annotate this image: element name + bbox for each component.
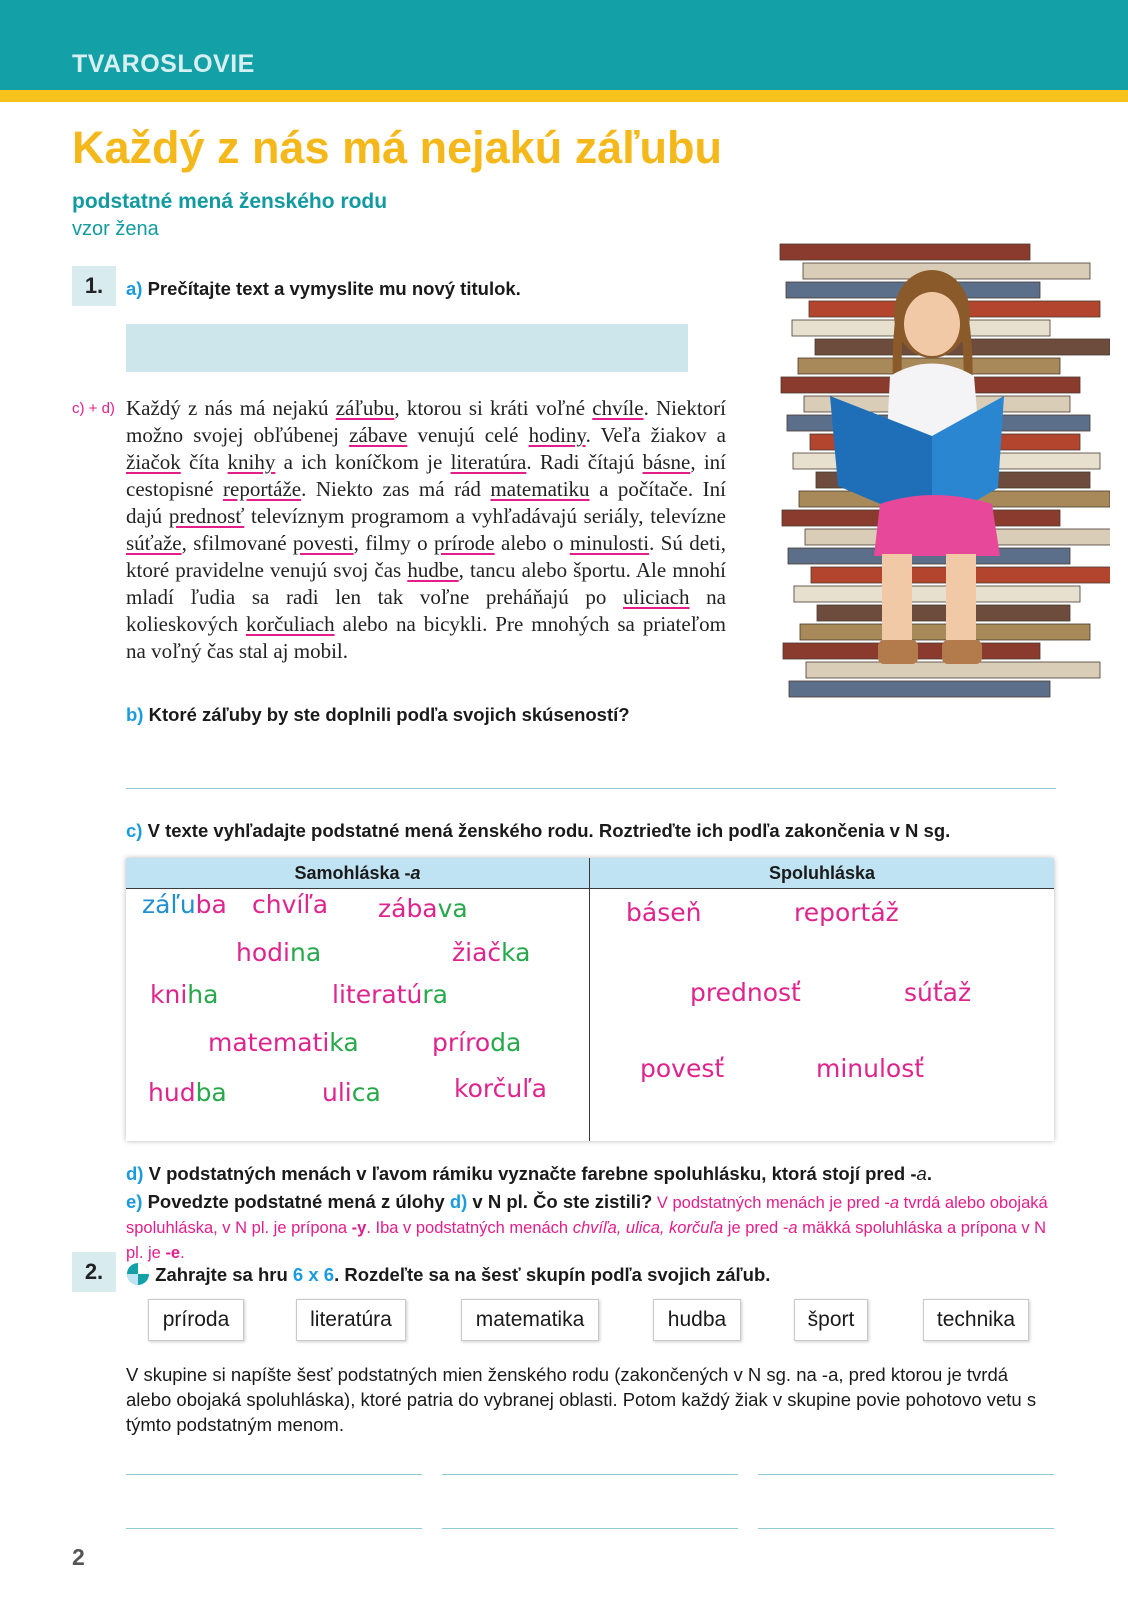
underlined-noun: prednosť [168,504,245,528]
e-answer-s2: a [889,1194,900,1212]
task-1b-instruction [126,704,630,726]
subtitle-pattern: vzor žena [72,218,159,240]
underlined-noun: žiačok [126,450,181,474]
task-2-text-1: Zahrajte sa hru [155,1264,293,1285]
task-1d-end: . [926,1163,932,1184]
group-game-icon [126,1262,150,1286]
task-1e-instruction [126,1190,1056,1265]
text-segment: , iní cestopisné [126,450,727,501]
table-header-vowel: Samohláska -a [294,863,421,883]
underlined-noun: knihy [227,450,276,474]
text-segment: venujú celé [407,423,529,447]
text-segment: . Niekto zas má rád [301,477,491,501]
task-1d-suffix: a [916,1163,927,1184]
handwritten-noun-consonant: prednosť [690,978,801,1007]
title-answer-box[interactable] [126,324,688,372]
text-segment: . Veľa žiakov a [585,423,726,447]
text-segment: na kolieskových [126,585,726,636]
answer-line-2-1[interactable] [126,1474,422,1475]
reading-text [126,395,726,665]
underlined-noun: záľubu [335,396,395,420]
text-segment: , tancu alebo športu. Ale mnohí mladí ľudia sa radi len tak voľne preháňajú po [126,558,726,609]
underlined-noun: korčuliach [245,612,335,636]
handwritten-noun-vowel: hudba [148,1078,227,1107]
task-1d-label: d) [126,1163,144,1184]
underlined-noun: reportáže [223,477,302,501]
task-2-text-2: . Rozdeľte sa na šesť skupín podľa svojich záľub. [334,1264,771,1285]
task-1e-ref: d) [449,1191,468,1212]
handwritten-noun-vowel: chvíľa [252,890,329,919]
task-1a-text: Prečítajte text a vymyslite mu nový titulok. [147,278,521,299]
text-segment: a počítače. Iní dajú [126,477,726,528]
underlined-noun: povesti [292,531,354,555]
text-segment: Každý z nás má nejakú [126,396,336,420]
handwritten-noun-vowel: príroda [432,1028,522,1057]
e-answer-s8: a [788,1219,798,1237]
text-segment: , ktorou si kráti voľné [394,396,593,420]
text-segment: , filmy o [353,531,434,555]
answer-line-2-4[interactable] [126,1528,422,1529]
task-2-body: V skupine si napíšte šesť podstatných mien ženského rodu (zakončených v N sg. na -a, pred ktorou je tvrdá alebo obojaká spoluhláska), ktoré patria do vybranej oblasti. Potom každý žiak v skupine povie pohotovo vetu s týmto podstatným menom. [126,1364,1037,1435]
task-1e-text-1: Povedzte podstatné mená z úlohy [147,1191,450,1212]
page-number: 2 [72,1544,85,1570]
answer-line-2-2[interactable] [442,1474,738,1475]
book-spine [806,662,1100,678]
task-1c-label: c) [126,820,143,841]
task-1a-label: a) [126,278,143,299]
text-segment: . Niektorí možno svojej obľúbenej [126,396,726,447]
book-spine [800,624,1090,640]
handwritten-noun-vowel: záľuba [142,890,227,919]
book-spine [794,586,1080,602]
e-answer-s11: . [180,1244,185,1262]
handwritten-noun-consonant: reportáž [794,898,899,927]
handwritten-noun-vowel: hodina [236,938,322,967]
e-answer-s10: -e [165,1244,181,1262]
task-1a-instruction [126,278,521,300]
book-spine [780,244,1030,260]
chip-matematika[interactable]: matematika [461,1299,599,1341]
underlined-noun: matematiku [490,477,590,501]
subtitle: podstatné mená ženského rodu [72,190,388,213]
handwritten-noun-vowel: matematika [208,1028,359,1057]
section-label: TVAROSLOVIE [72,50,255,78]
e-answer-s5: . Iba v podstatných menách [366,1219,573,1237]
task-2-game: 6 x 6 [292,1264,335,1285]
underlined-noun: literatúra [450,450,527,474]
girl-reading-books-illustration [760,236,1110,728]
text-segment: alebo o [494,531,570,555]
task-1e-label: e) [126,1191,143,1212]
answer-line-1b[interactable] [126,788,1056,789]
chip-priroda[interactable]: príroda [148,1299,244,1341]
text-segment: . Sú deti, ktoré pravidelne venujú svoj čas [126,531,727,582]
handwritten-noun-vowel: žiačka [452,938,531,967]
handwritten-noun-vowel: kniha [150,980,219,1009]
task-number-1: 1. [72,266,116,306]
table-divider [589,858,590,1141]
handwritten-noun-vowel: zábava [378,894,468,923]
text-segment: , sfilmované [181,531,293,555]
header-stripe [0,90,1128,102]
text-segment: . Radi čítajú [526,450,643,474]
task-number-2: 2. [72,1252,116,1292]
chip-hudba[interactable]: hudba [653,1299,741,1341]
underlined-noun: hudbe [407,558,459,582]
book-spine [817,605,1070,621]
underlined-noun: súťaže [126,531,182,555]
task-2-instruction [126,1262,770,1286]
text-segment: alebo na bicykli. Pre mnohých sa priateľom na voľný čas stal aj mobil. [126,612,727,663]
answer-line-2-6[interactable] [758,1528,1054,1529]
underlined-noun: prírode [433,531,495,555]
noun-sort-table [126,858,1054,1141]
book-spine [789,681,1050,697]
task-1c-text: V texte vyhľadajte podstatné mená ženského rodu. Roztrieďte ich podľa zakončenia v N sg. [147,820,951,841]
table-header-consonant: Spoluhláska [768,863,876,883]
e-answer-s7: je pred - [723,1219,789,1237]
page-title: Každý z nás má nejakú záľubu [72,122,723,173]
handwritten-noun-consonant: báseň [626,898,702,927]
underlined-noun: básne [642,450,691,474]
text-segment: a ich koníčkom je [275,450,451,474]
handwritten-noun-vowel: literatúra [332,980,448,1009]
handwritten-noun-vowel: ulica [322,1078,381,1107]
text-segment: televíznym programom a vyhľadávajú seriály, televízne [244,504,726,528]
e-answer-s9: mäkká spoluhláska a prípona v N pl. je [126,1219,1047,1262]
task-cd-label: c) + d) [72,400,115,417]
e-answer-s4: -y [351,1219,367,1237]
task-1e-text-2: v N pl. Čo ste zistili? [467,1191,653,1212]
task-1b-label: b) [126,704,144,725]
handwritten-noun-consonant: súťaž [904,978,972,1007]
underlined-noun: chvíle [592,396,644,420]
chip-technika[interactable]: technika [923,1299,1029,1341]
task-1b-text: Ktoré záľuby by ste doplnili podľa svojich skúseností? [148,704,630,725]
handwritten-noun-vowel: korčuľa [454,1074,547,1103]
task-1c-instruction [126,820,950,842]
underlined-noun: minulosti [569,531,650,555]
task-1d-instruction [126,1162,932,1185]
answer-line-2-3[interactable] [758,1474,1054,1475]
chip-literatura[interactable]: literatúra [296,1299,406,1341]
chip-sport[interactable]: šport [794,1299,868,1341]
handwritten-noun-consonant: povesť [640,1054,725,1083]
underlined-noun: zábave [349,423,408,447]
underlined-noun: hodiny [528,423,586,447]
e-answer-s3: tvrdá alebo obojaká spoluhláska, v N pl. je prípona [126,1194,1048,1237]
answer-line-2-5[interactable] [442,1528,738,1529]
e-answer-s1: V podstatných menách je pred - [652,1194,890,1212]
text-segment: číta [180,450,228,474]
e-answer-s6: chvíľa, ulica, korčuľa [572,1219,724,1237]
task-1d-text: V podstatných menách v ľavom rámiku vyznačte farebne spoluhlásku, ktorá stojí pred - [148,1163,917,1184]
handwritten-noun-consonant: minulosť [816,1054,925,1083]
underlined-noun: uliciach [623,585,690,609]
